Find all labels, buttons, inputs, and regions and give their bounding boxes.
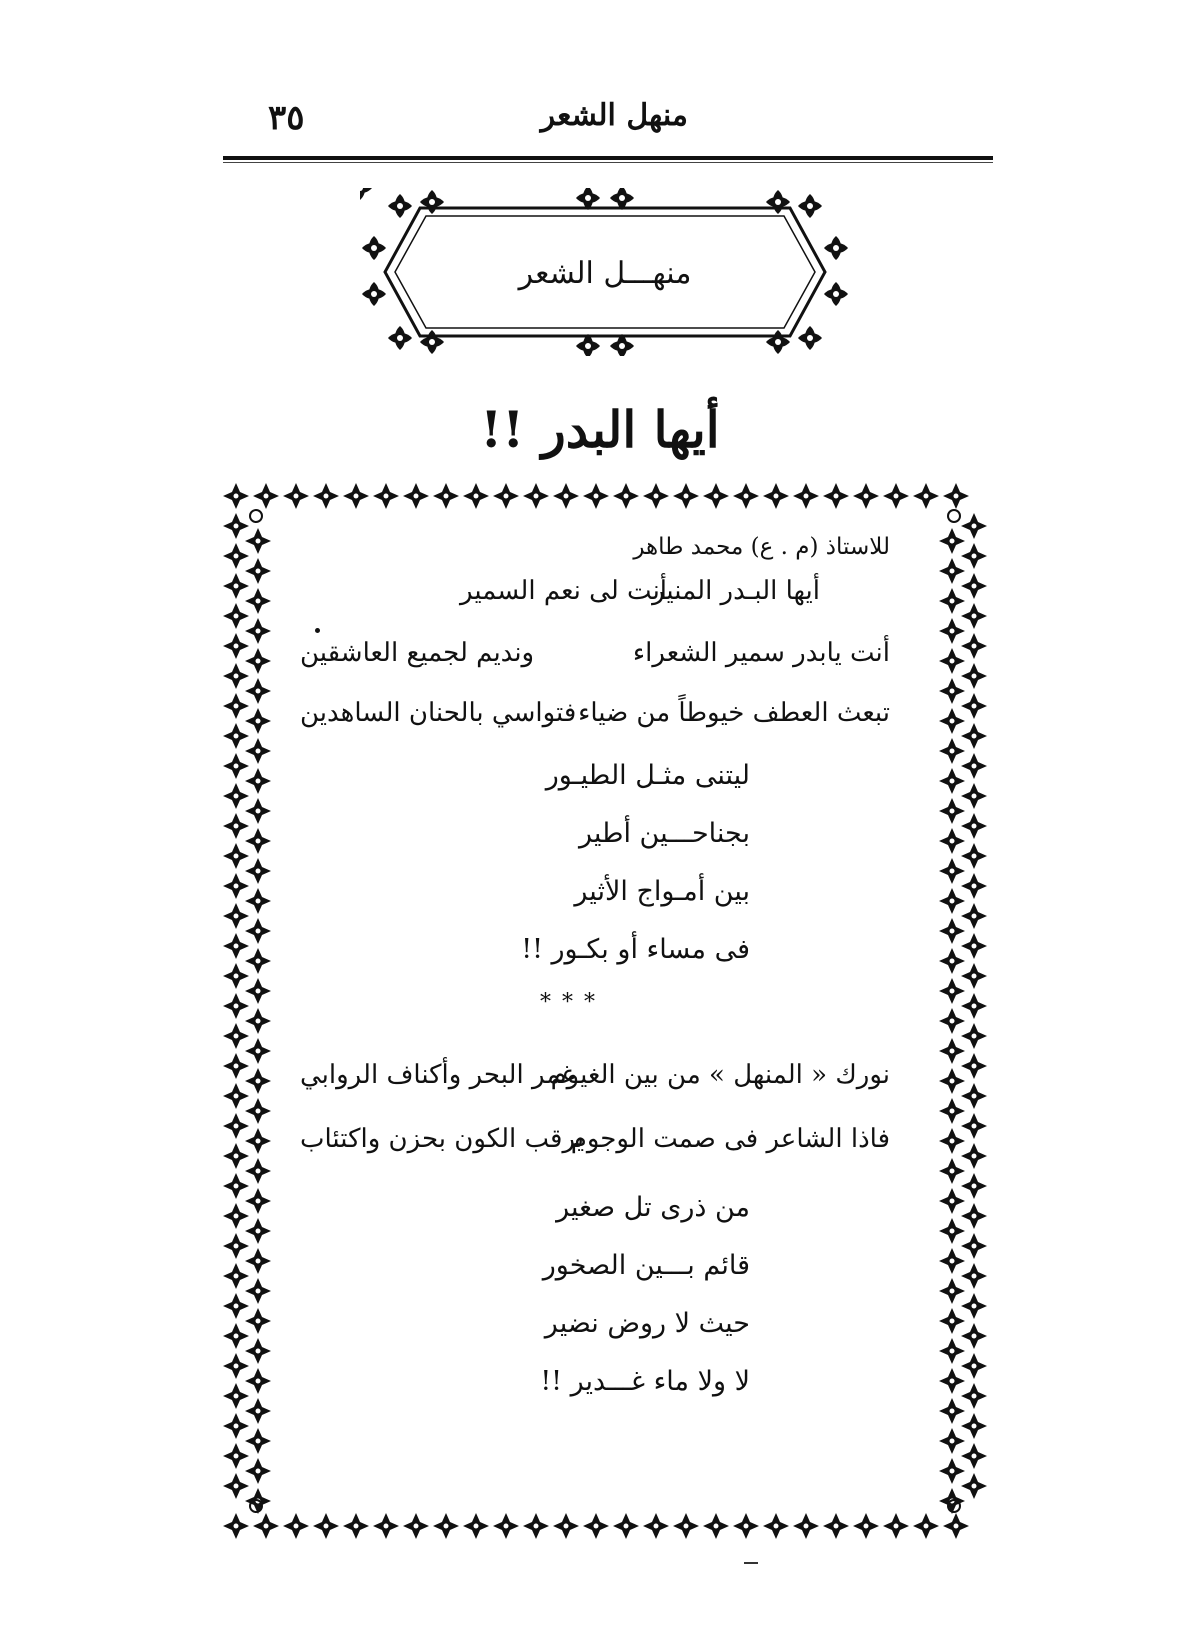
refrain-line: قائم بـــين الصخور (542, 1250, 750, 1281)
refrain-line: حيث لا روض نضير (544, 1308, 750, 1339)
verse-line (300, 1124, 890, 1164)
verse-hemistich-second: غمر البحر وأكناف الروابي (300, 1060, 575, 1090)
poem-title: أيها البدر !! (480, 400, 720, 459)
page-number: ٣٥ (268, 98, 305, 138)
verse-hemistich-first: تبعث العطف خيوطاً من ضياء (578, 698, 890, 728)
ink-dot (315, 628, 320, 633)
refrain-line: بجناحـــين أطير (578, 818, 750, 849)
refrain-line: ليتنى مثـل الطيـور (545, 760, 750, 791)
verse-line (290, 576, 890, 616)
poem-author: للاستاذ (م . ع) محمد طاهر (633, 534, 890, 560)
verse-line (300, 638, 890, 678)
section-title: منهـــل الشعر (518, 256, 692, 291)
header-rule-thin (223, 162, 993, 163)
refrain-line: بين أمـواج الأثير (574, 876, 750, 907)
verse-line (300, 1060, 890, 1100)
verse-hemistich-first: أيها البـدر المنير (652, 576, 820, 606)
refrain-line: لا ولا ماء غـــدير !! (540, 1366, 750, 1397)
running-title: منهل الشعر (540, 98, 688, 133)
running-head (223, 98, 993, 148)
refrain-line: فى مساء أو بكـور !! (521, 934, 750, 965)
verse-line (300, 698, 890, 738)
verse-hemistich-first: أنت يابدر سمير الشعراء (632, 638, 890, 668)
verse-hemistich-second: فتواسي بالحنان الساهدين (300, 698, 577, 728)
refrain-line: من ذرى تل صغير (556, 1192, 750, 1223)
header-rule (223, 156, 993, 160)
verse-hemistich-second: أنت لى نعم السمير (460, 576, 668, 606)
printer-mark (744, 1562, 758, 1564)
verse-hemistich-first: فاذا الشاعر فى صمت الوجوم (570, 1124, 890, 1154)
verse-hemistich-second: يرقب الكون بحزن واكتئاب (300, 1124, 585, 1154)
verse-hemistich-second: ونديم لجميع العاشقين (300, 638, 535, 668)
section-separator: * * * (540, 990, 597, 1015)
verse-hemistich-first: نورك « المنهل » من بين الغيوم (550, 1060, 890, 1090)
section-cartouche (360, 188, 850, 356)
